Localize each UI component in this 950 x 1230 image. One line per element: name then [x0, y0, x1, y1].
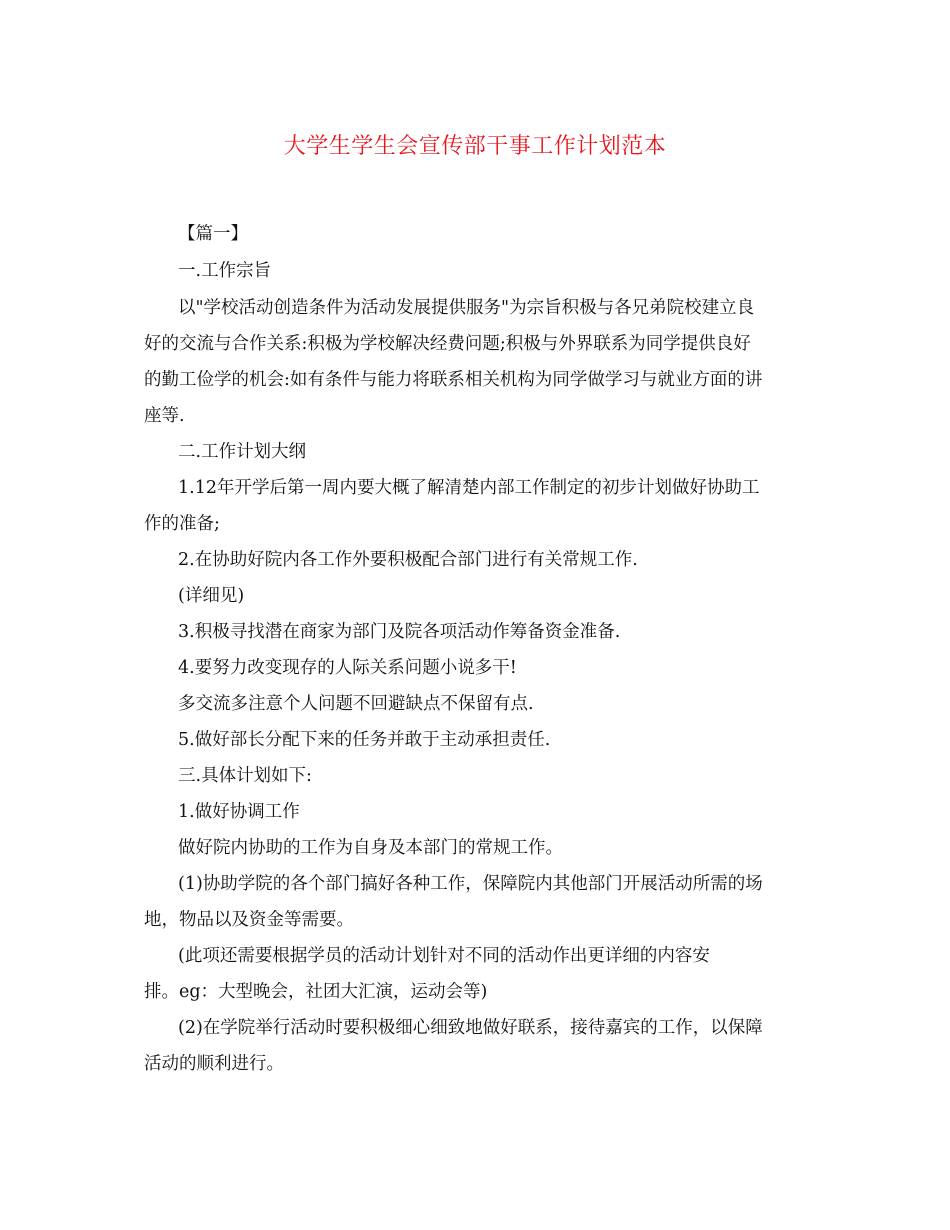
paragraph-line: (2)在学院举行活动时要积极细心细致地做好联系，接待嘉宾的工作，以保障	[178, 1018, 763, 1038]
list-item-line: 多交流多注意个人问题不回避缺点不保留有点.	[178, 694, 534, 714]
heading-purpose: 一.工作宗旨	[178, 261, 272, 281]
list-item-line: 2.在协助好院内各工作外要积极配合部门进行有关常规工作.	[178, 550, 638, 570]
paragraph-line: (1)协助学院的各个部门搞好各种工作，保障院内其他部门开展活动所需的场	[178, 874, 763, 894]
paragraph-line: 以"学校活动创造条件为活动发展提供服务"为宗旨积极与各兄弟院校建立良	[178, 298, 755, 318]
list-item-line: 5.做好部长分配下来的任务并敢于主动承担责任.	[178, 730, 551, 750]
paragraph-line: 好的交流与合作关系:积极为学校解决经费问题;积极与外界联系为同学提供良好	[144, 334, 751, 354]
list-item-line: 作的准备;	[144, 514, 220, 534]
paragraph-line: (此项还需要根据学员的活动计划针对不同的活动作出更详细的内容安	[178, 946, 710, 966]
document-title: 大学生学生会宣传部干事工作计划范本	[283, 134, 667, 159]
subheading-coordination: 1.做好协调工作	[178, 802, 300, 822]
paragraph-line: 地，物品以及资金等需要。	[144, 910, 354, 930]
list-item-line: 1.12年开学后第一周内要大概了解清楚内部工作制定的初步计划做好协助工	[178, 478, 760, 498]
paragraph-line: 活动的顺利进行。	[144, 1054, 284, 1074]
list-item-line: 3.积极寻找潜在商家为部门及院各项活动作筹备资金准备.	[178, 622, 621, 642]
paragraph-line: 排。eg：大型晚会，社团大汇演，运动会等)	[144, 982, 488, 1002]
paragraph-line: 做好院内协助的工作为自身及本部门的常规工作。	[178, 838, 563, 858]
list-item-line: 4.要努力改变现存的人际关系问题小说多干!	[178, 658, 517, 678]
paragraph-line: 的勤工俭学的机会:如有条件与能力将联系相关机构为同学做学习与就业方面的讲	[144, 370, 763, 390]
list-item-line: (详细见)	[178, 586, 245, 606]
paragraph-line: 座等.	[144, 406, 185, 426]
heading-plan-outline: 二.工作计划大纲	[178, 442, 307, 462]
section-label: 【篇一】	[178, 224, 248, 244]
heading-specific-plan: 三.具体计划如下:	[178, 766, 312, 786]
